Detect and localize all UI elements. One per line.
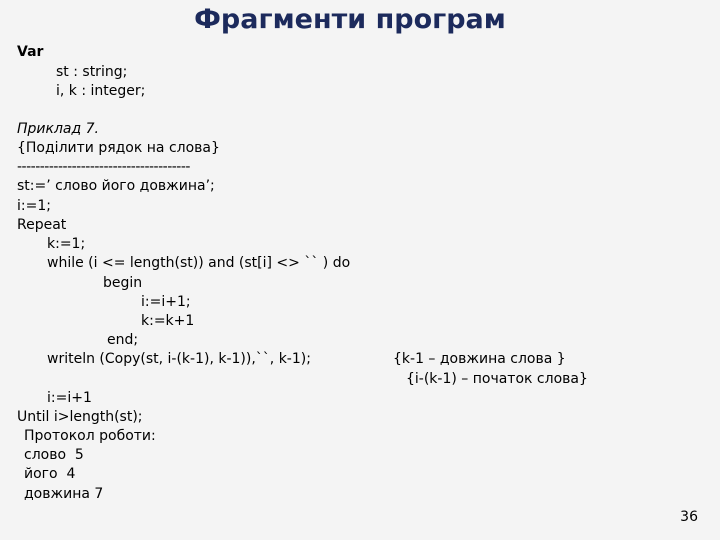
code-assign-k: k:=1; (47, 236, 86, 252)
code-inc-i-2: i:=i+1 (47, 390, 92, 406)
comment-word-start: {i-(k-1) – початок слова} (406, 371, 588, 387)
code-writeln: writeln (Copy(st, i-(k-1), k-1)),``, k-1); (47, 351, 311, 367)
code-until: Until i>length(st); (17, 409, 143, 425)
code-repeat: Repeat (17, 217, 67, 233)
output-line-2: його 4 (24, 466, 76, 482)
code-while: while (i <= length(st)) and (st[i] <> `` ) do (47, 255, 351, 271)
protocol-title: Протокол роботи: (24, 428, 156, 444)
comment-word-length: {k-1 – довжина слова } (393, 351, 566, 367)
example-title: Приклад 7. (17, 121, 99, 137)
declaration-ik: i, k : integer; (56, 83, 146, 99)
code-begin: begin (103, 275, 143, 291)
output-line-3: довжина 7 (24, 486, 104, 502)
output-line-1: слово 5 (24, 447, 84, 463)
declaration-st: st : string; (56, 64, 128, 80)
var-keyword: Var (17, 44, 44, 60)
page-number: 36 (680, 509, 698, 525)
code-end: end; (107, 332, 139, 348)
code-assign-i: i:=1; (17, 198, 51, 214)
code-assign-st: st:=’ слово його довжина’; (17, 178, 215, 194)
separator-line: -------------------------------------- (17, 159, 190, 175)
code-inc-k: k:=k+1 (141, 313, 195, 329)
task-comment: {Поділити рядок на слова} (17, 140, 220, 156)
slide-title: Фрагменти програм (194, 4, 506, 35)
code-inc-i: i:=i+1; (141, 294, 191, 310)
